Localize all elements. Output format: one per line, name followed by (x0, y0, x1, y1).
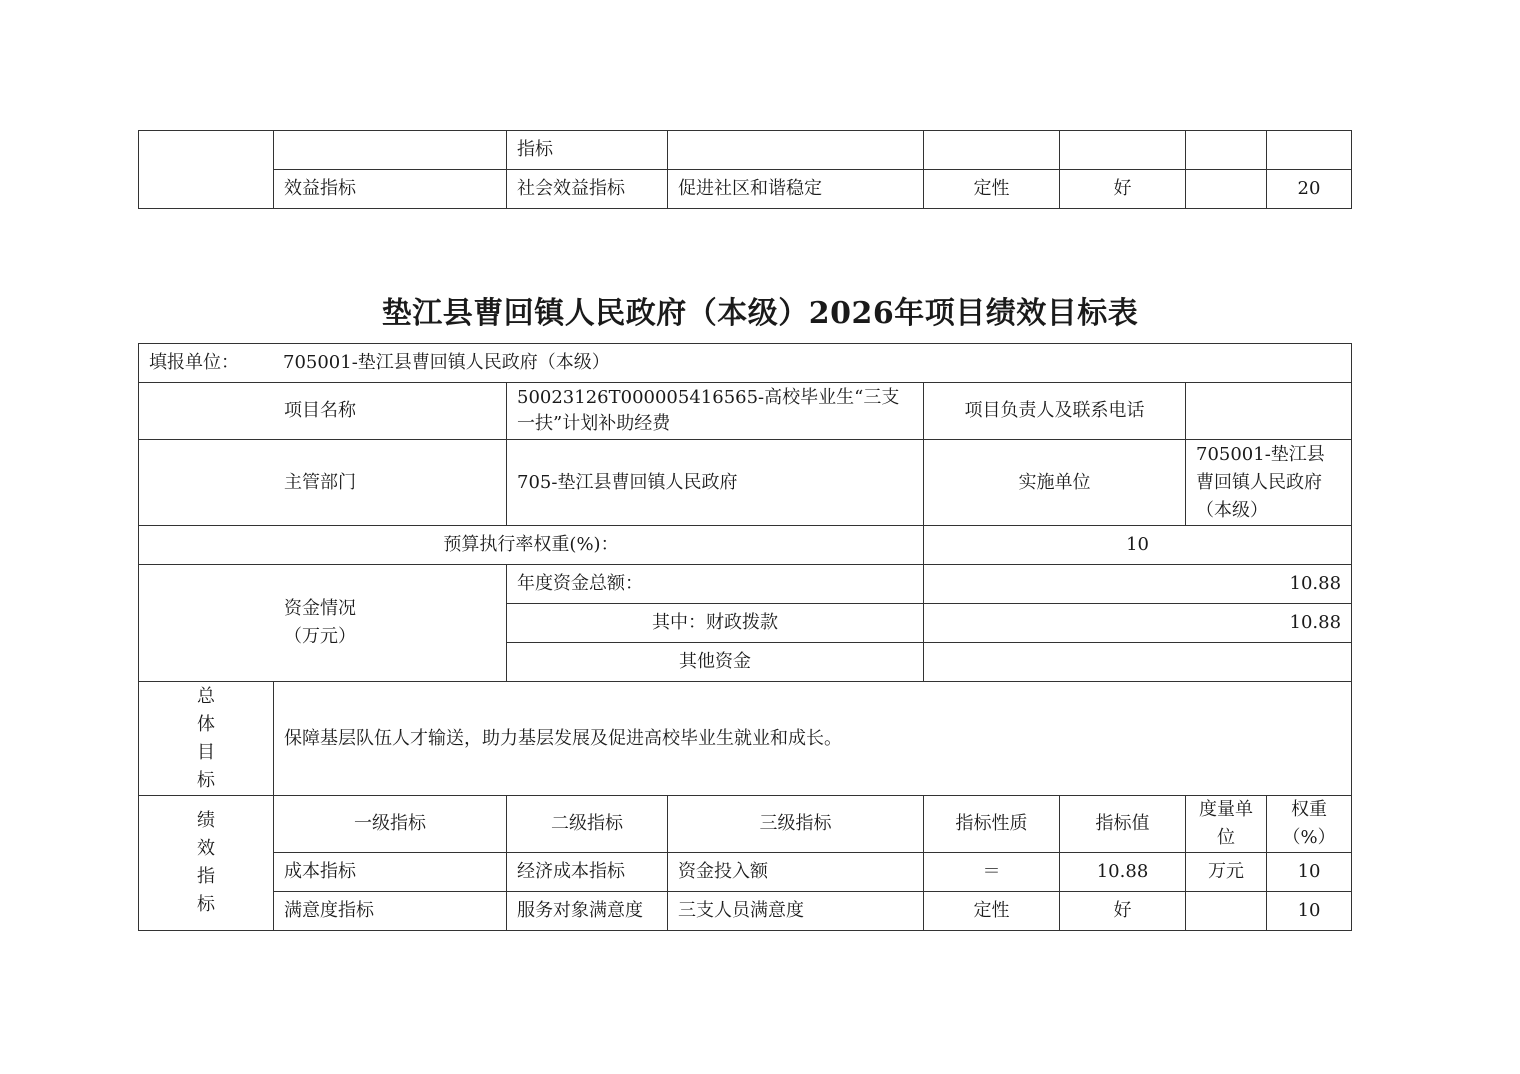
unit-cell (1186, 170, 1267, 209)
level2-cell: 指标 (507, 131, 668, 170)
contact-label: 项目负责人及联系电话 (924, 383, 1186, 440)
empty-cell (139, 131, 274, 209)
label-char: 目 (197, 741, 215, 763)
level3-cell: 资金投入额 (668, 853, 924, 892)
performance-indicator-label (139, 796, 274, 931)
level1-cell: 效益指标 (274, 170, 507, 209)
project-name-label: 项目名称 (139, 383, 507, 440)
overall-goal-text: 保障基层队伍人才输送，助力基层发展及促进高校毕业生就业和成长。 (274, 682, 1352, 796)
level3-cell: 促进社区和谐稳定 (668, 170, 924, 209)
page-title: 垫江县曹回镇人民政府（本级）2026年项目绩效目标表 (381, 296, 1139, 331)
empty-cell (274, 131, 507, 170)
header-nature: 指标性质 (924, 796, 1060, 853)
department-label: 主管部门 (139, 440, 507, 526)
empty-cell (668, 131, 924, 170)
implementing-unit-label: 实施单位 (924, 440, 1186, 526)
unit-cell (1186, 892, 1267, 931)
annual-total-value: 10.88 (924, 565, 1352, 604)
funds-label-line2: （万元） (284, 626, 356, 647)
label-char: 绩 (197, 810, 215, 831)
empty-cell (1060, 131, 1186, 170)
level2-cell: 经济成本指标 (507, 853, 668, 892)
nature-cell: 定性 (924, 892, 1060, 931)
label-char: 总 (197, 685, 215, 707)
value-cell: 好 (1060, 170, 1186, 209)
empty-cell (1186, 131, 1267, 170)
empty-cell (924, 131, 1060, 170)
funds-label (139, 565, 507, 682)
value-cell: 好 (1060, 892, 1186, 931)
contact-value (1186, 383, 1352, 440)
header-weight: 权重（%） (1267, 796, 1352, 853)
header-level1: 一级指标 (274, 796, 507, 853)
overall-goal-label (139, 682, 274, 796)
annual-total-label: 年度资金总额： (507, 565, 924, 604)
filing-unit-label: 填报单位： (149, 352, 239, 373)
value-cell: 10.88 (1060, 853, 1186, 892)
header-level3: 三级指标 (668, 796, 924, 853)
unit-cell: 万元 (1186, 853, 1267, 892)
implementing-unit-value: 705001-垫江县曹回镇人民政府（本级） (1186, 440, 1352, 526)
department-value: 705-垫江县曹回镇人民政府 (507, 440, 924, 526)
level1-cell: 满意度指标 (274, 892, 507, 931)
level2-cell: 社会效益指标 (507, 170, 668, 209)
fiscal-appropriation-label: 其中：财政拨款 (507, 604, 924, 643)
filing-unit-value: 705001-垫江县曹回镇人民政府（本级） (283, 352, 610, 373)
funds-label-line1: 资金情况 (284, 598, 356, 619)
budget-rate-value: 10 (924, 526, 1352, 565)
budget-rate-label: 预算执行率权重(%)： (139, 526, 924, 565)
level3-cell: 三支人员满意度 (668, 892, 924, 931)
level1-cell: 成本指标 (274, 853, 507, 892)
header-value: 指标值 (1060, 796, 1186, 853)
label-char: 标 (197, 769, 215, 791)
table-row (139, 853, 1352, 892)
label-char: 体 (197, 713, 215, 735)
empty-cell (1267, 131, 1352, 170)
fiscal-appropriation-value: 10.88 (924, 604, 1352, 643)
header-unit: 度量单位 (1186, 796, 1267, 853)
other-funds-label: 其他资金 (507, 643, 924, 682)
weight-cell: 20 (1267, 170, 1352, 209)
nature-cell: 定性 (924, 170, 1060, 209)
label-char: 效 (197, 838, 215, 859)
performance-goal-table (138, 343, 1352, 931)
nature-cell: ＝ (924, 853, 1060, 892)
weight-cell: 10 (1267, 853, 1352, 892)
other-funds-value (924, 643, 1352, 682)
weight-cell: 10 (1267, 892, 1352, 931)
level2-cell: 服务对象满意度 (507, 892, 668, 931)
project-name-value: 50023126T000005416565-高校毕业生“三支一扶”计划补助经费 (507, 383, 924, 440)
header-level2: 二级指标 (507, 796, 668, 853)
label-char: 标 (197, 894, 215, 915)
filing-unit-row (139, 344, 1352, 383)
label-char: 指 (197, 866, 215, 887)
continued-indicator-table (138, 130, 1352, 209)
table-row (139, 892, 1352, 931)
